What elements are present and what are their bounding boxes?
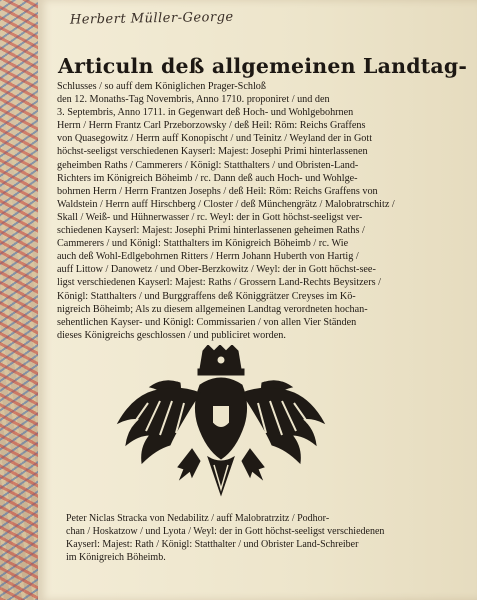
body-line: ligst verschiedenen Kayserl: Majest: Raths / Grossern Land-Rechts Beysitzers /: [57, 277, 381, 289]
body-line: von Quasegowitz / Herrn auff Konopischt / und Teinitz / Weyland der in Gott: [57, 133, 373, 145]
body-line: den 12. Monaths-Tag Novembris, Anno 1710. proponiret / und den: [57, 94, 330, 106]
body-line: sehentlichen Kayser- und Königl: Commissarien / von allen Vier Ständen: [57, 316, 357, 328]
body-line: geheimben Raths / Cammerers / Königl: Statthalters / und Obristen-Land-: [57, 159, 359, 171]
body-line: auff Littow / Danowetz / und Ober-Berzkowitz / Weyl: der in Gott höchst-see-: [57, 264, 376, 276]
body-line: 3. Septembris, Anno 1711. in Gegenwart deß Hoch- und Wohlgebohrnen: [57, 107, 354, 119]
body-line: auch deß Wohl-Edlgebohrnen Ritters / Herrn Johann Huberth von Hartig /: [57, 251, 359, 263]
body-line: Königl: Statthalters / und Burggraffens deß Königgrätzer Creyses im Kö-: [57, 290, 356, 302]
body-line: Schlusses / so auff dem Königlichen Prager-Schloß: [57, 81, 266, 92]
colophon-line: im Königreich Böheimb.: [66, 552, 166, 563]
marbled-binding-strip: [0, 0, 38, 600]
body-line: nigreich Böheimb; Als zu diesem allgemeinen Landtag verordneten hochan-: [57, 303, 368, 315]
double-headed-eagle-icon: [108, 345, 338, 505]
body-line: Herrn / Herrn Frantz Carl Przeborzowsky / deß Heil: Röm: Reichs Graffens: [57, 120, 366, 132]
colophon-line: Kayserl: Majest: Rath / Königl: Statthalter / und Obrister Land-Schreiber: [66, 539, 359, 550]
colophon-line: Peter Niclas Stracka von Nedabilitz / auff Malobratrzitz / Podhor-: [66, 513, 330, 524]
body-line: Richters im Königreich Böheimb / rc. Dann deß auch Hoch- und Wohlge-: [57, 172, 358, 184]
body-line: Waldstein / Herrn auff Hirschberg / Closter / deß Münchengrätz / Malobratrschitz /: [57, 198, 395, 210]
body-line: Skall / Weiß- und Hühnerwasser / rc. Weyl: der in Gott höchst-seeligst ver-: [57, 211, 363, 223]
body-line: höchst-seeligst verschiedenen Kayserl: Majest: Josephi Primi hinterlassenen: [57, 146, 368, 158]
body-line: bohrnen Herrn / Herrn Frantzen Josephs / deß Heil: Röm: Reichs Graffens von: [57, 185, 378, 197]
colophon: [66, 512, 466, 564]
body-line: schiedenen Kayserl: Majest: Josephi Primi hinterlassenen geheimen Raths /: [57, 225, 365, 237]
document-body: [57, 80, 463, 342]
document-title: Articuln deß allgemeinen Landtag-: [58, 54, 468, 78]
handwritten-signature: Herbert Müller-George: [69, 9, 234, 28]
colophon-line: chan / Hoskatzow / und Lyota / Weyl: der in Gott höchst-seeligst verschiedenen: [66, 526, 385, 537]
body-line: Cammerers / und Königl: Statthalters im Königreich Böheimb / rc. Wie: [57, 238, 349, 250]
body-line: dieses Königreichs geschlossen / und publiciret worden.: [57, 329, 286, 341]
